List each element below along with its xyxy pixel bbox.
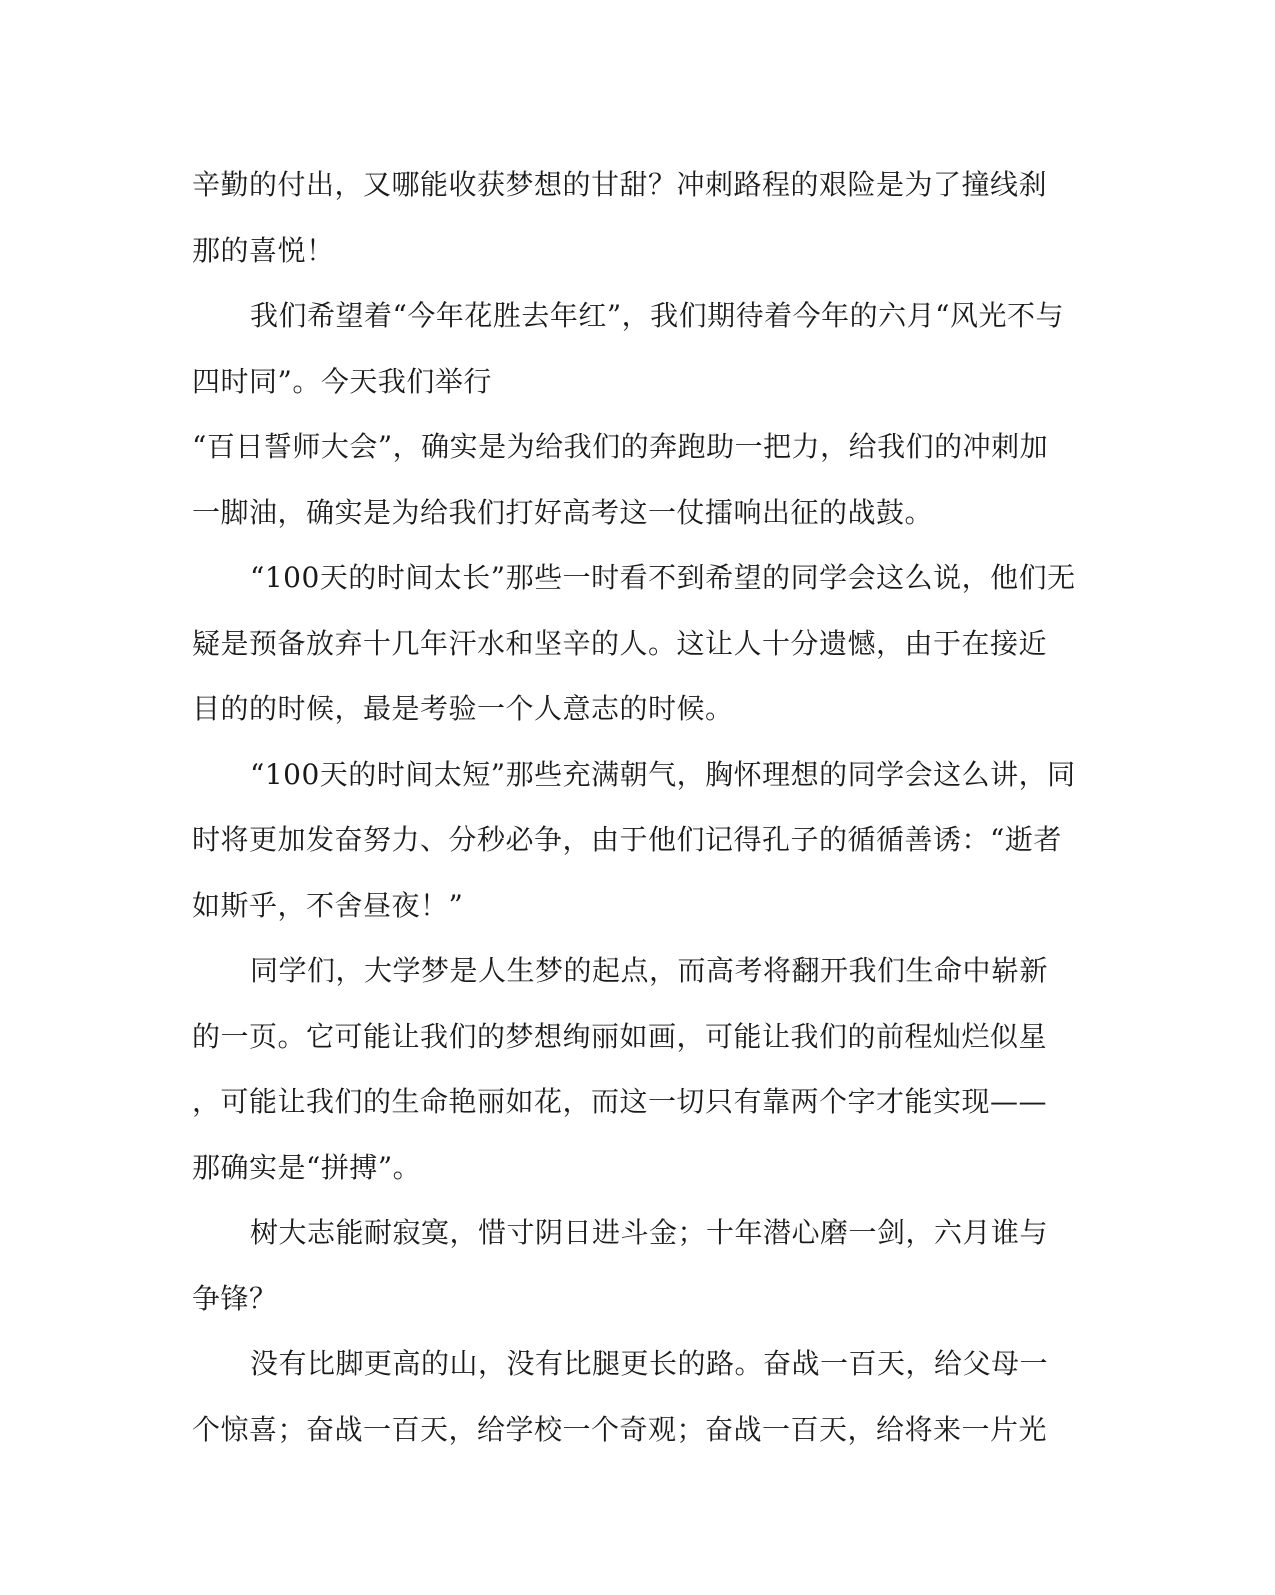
text-line: 同学们，大学梦是人生梦的起点，而高考将翻开我们生命中崭新 <box>250 954 1049 987</box>
text-line: 个惊喜；奋战一百天，给学校一个奇观；奋战一百天，给将来一片光 <box>192 1412 1048 1446</box>
text-line: “百日誓师大会”，确实是为给我们的奔跑助一把力，给我们的冲刺加 <box>192 430 1049 463</box>
text-line: 一脚油，确实是为给我们打好高考这一仗擂响出征的战鼓。 <box>192 495 934 529</box>
text-line: 的一页。它可能让我们的梦想绚丽如画，可能让我们的前程灿烂似星 <box>192 1019 1048 1053</box>
text-line: 没有比脚更高的山，没有比腿更长的路。奋战一百天，给父母一 <box>250 1347 1049 1380</box>
text-line: 争锋？ <box>192 1281 278 1315</box>
text-line: 那确实是“拼搏”。 <box>192 1150 422 1184</box>
text-line: 目的的时候，最是考验一个人意志的时候。 <box>192 692 734 725</box>
text-line: 树大志能耐寂寞，惜寸阴日进斗金；十年潜心磨一剑，六月谁与 <box>250 1216 1049 1249</box>
text-line: 如斯乎，不舍昼夜！” <box>192 888 464 922</box>
text-line: “100天的时间太短”那些充满朝气，胸怀理想的同学会这么讲，同 <box>250 757 1076 791</box>
text-line: 我们希望着“今年花胜去年红”，我们期待着今年的六月“风光不与 <box>250 299 1064 332</box>
text-line: “100天的时间太长”那些一时看不到希望的同学会这么说，他们无 <box>250 561 1076 594</box>
text-line: 疑是预备放弃十几年汗水和坚辛的人。这让人十分遗憾，由于在接近 <box>192 626 1048 660</box>
text-line: 时将更加发奋努力、分秒必争，由于他们记得孔子的循循善诱：“逝者 <box>192 823 1062 856</box>
text-line: 那的喜悦！ <box>192 233 335 267</box>
text-line: 四时同”。今天我们举行 <box>192 364 492 398</box>
text-line: 辛勤的付出，又哪能收获梦想的甘甜？冲刺路程的艰险是为了撞线刹 <box>192 168 1048 201</box>
text-line: ，可能让我们的生命艳丽如花，而这一切只有靠两个字才能实现—— <box>192 1085 1048 1118</box>
body-text <box>192 152 1076 1462</box>
